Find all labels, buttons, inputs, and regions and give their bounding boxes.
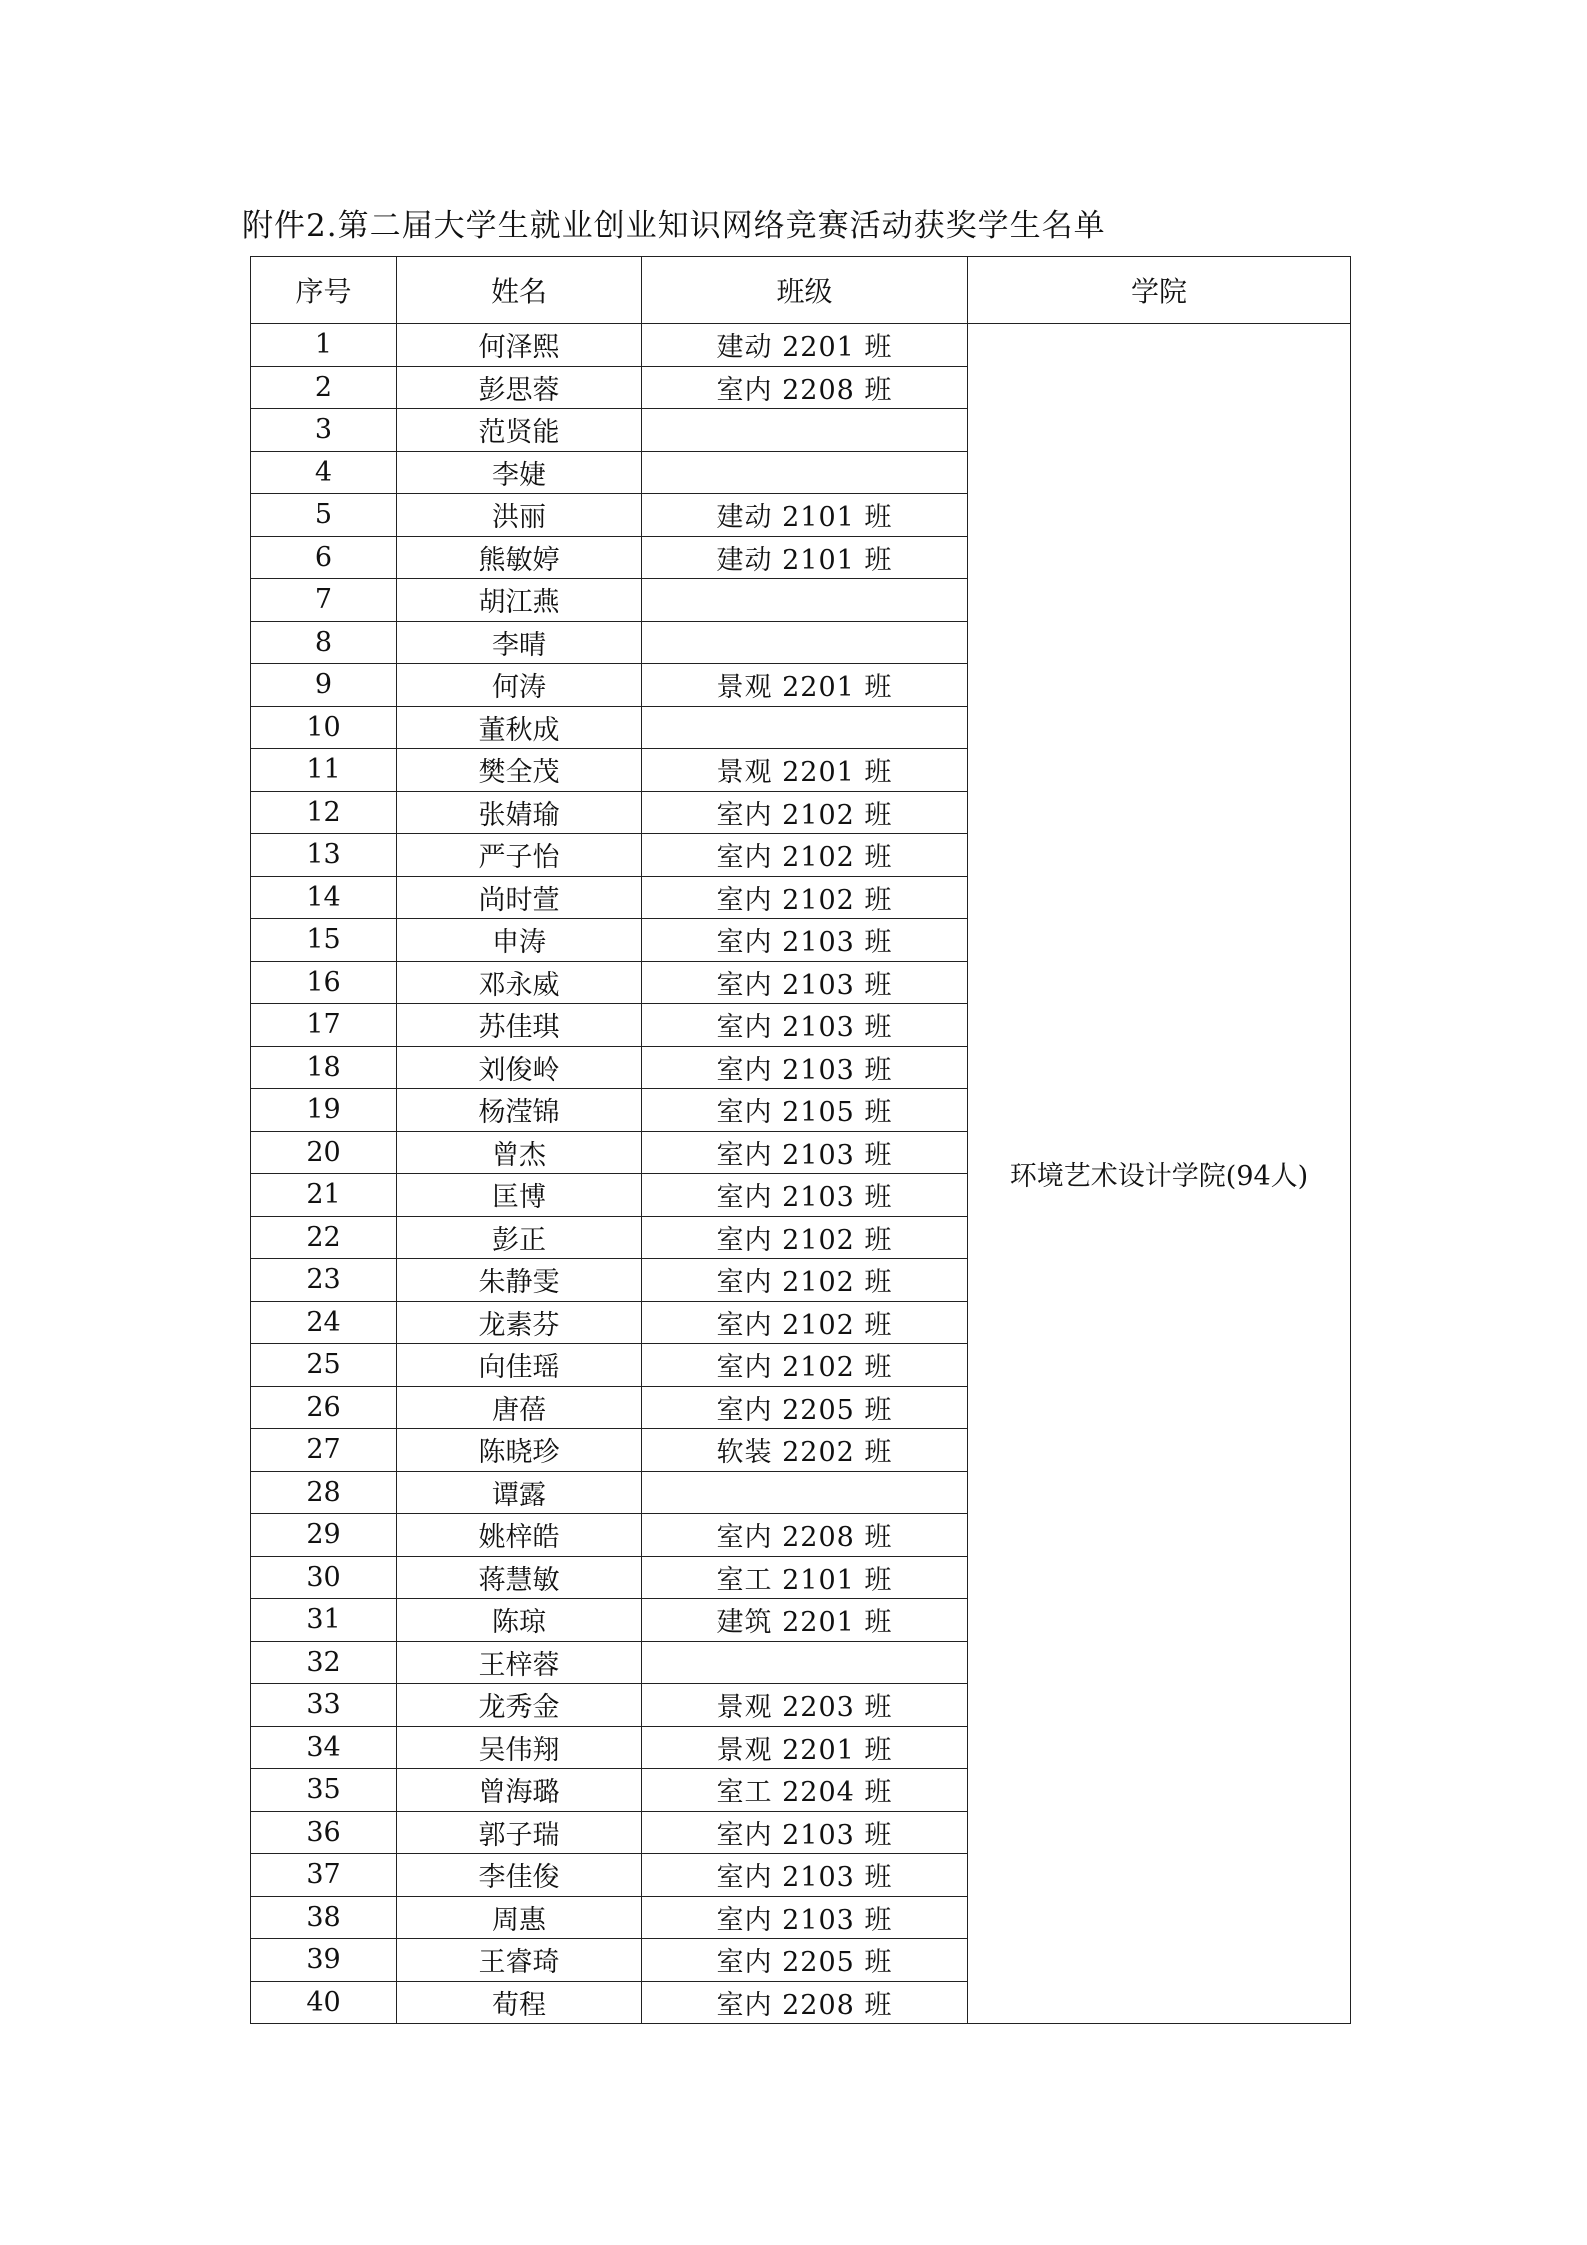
document-title: 附件2.第二届大学生就业创业知识网络竞赛活动获奖学生名单 bbox=[242, 208, 1106, 244]
row-name: 向佳瑶 bbox=[397, 1344, 642, 1387]
row-class: 景观 2201 班 bbox=[642, 1726, 968, 1769]
row-name: 谭露 bbox=[397, 1471, 642, 1514]
row-class: 软装 2202 班 bbox=[642, 1429, 968, 1472]
row-name: 李晴 bbox=[397, 621, 642, 664]
row-index: 4 bbox=[251, 451, 397, 494]
row-class: 室内 2208 班 bbox=[642, 366, 968, 409]
row-class: 建动 2101 班 bbox=[642, 494, 968, 537]
row-index: 28 bbox=[251, 1471, 397, 1514]
row-class: 室内 2102 班 bbox=[642, 1344, 968, 1387]
row-index: 5 bbox=[251, 494, 397, 537]
college-cell: 环境艺术设计学院(94人) bbox=[968, 324, 1351, 2024]
row-class: 室内 2102 班 bbox=[642, 1259, 968, 1302]
header-college: 学院 bbox=[968, 257, 1351, 324]
row-name: 龙秀金 bbox=[397, 1684, 642, 1727]
row-class: 室内 2102 班 bbox=[642, 1216, 968, 1259]
row-class bbox=[642, 621, 968, 664]
row-class: 室内 2103 班 bbox=[642, 1131, 968, 1174]
row-class: 室内 2102 班 bbox=[642, 834, 968, 877]
row-class: 建动 2101 班 bbox=[642, 536, 968, 579]
row-name: 匡博 bbox=[397, 1174, 642, 1217]
row-index: 21 bbox=[251, 1174, 397, 1217]
row-class: 景观 2201 班 bbox=[642, 664, 968, 707]
row-name: 何泽熙 bbox=[397, 324, 642, 367]
row-class: 室内 2208 班 bbox=[642, 1981, 968, 2024]
row-index: 19 bbox=[251, 1089, 397, 1132]
row-class bbox=[642, 451, 968, 494]
row-name: 彭正 bbox=[397, 1216, 642, 1259]
row-name: 吴伟翔 bbox=[397, 1726, 642, 1769]
row-class: 室工 2101 班 bbox=[642, 1556, 968, 1599]
row-index: 32 bbox=[251, 1641, 397, 1684]
row-index: 8 bbox=[251, 621, 397, 664]
row-index: 37 bbox=[251, 1854, 397, 1897]
row-class: 室内 2102 班 bbox=[642, 876, 968, 919]
row-class bbox=[642, 1471, 968, 1514]
awardee-table bbox=[250, 256, 1351, 2024]
row-index: 18 bbox=[251, 1046, 397, 1089]
row-index: 27 bbox=[251, 1429, 397, 1472]
row-index: 9 bbox=[251, 664, 397, 707]
row-index: 12 bbox=[251, 791, 397, 834]
row-name: 申涛 bbox=[397, 919, 642, 962]
row-class bbox=[642, 1641, 968, 1684]
row-name: 彭思蓉 bbox=[397, 366, 642, 409]
row-class bbox=[642, 706, 968, 749]
row-name: 苏佳琪 bbox=[397, 1004, 642, 1047]
row-index: 17 bbox=[251, 1004, 397, 1047]
row-name: 曾海璐 bbox=[397, 1769, 642, 1812]
row-class: 室内 2103 班 bbox=[642, 1854, 968, 1897]
row-name: 王梓蓉 bbox=[397, 1641, 642, 1684]
row-name: 朱静雯 bbox=[397, 1259, 642, 1302]
row-class: 室内 2105 班 bbox=[642, 1089, 968, 1132]
row-index: 2 bbox=[251, 366, 397, 409]
row-class bbox=[642, 579, 968, 622]
row-name: 范贤能 bbox=[397, 409, 642, 452]
row-class bbox=[642, 409, 968, 452]
row-index: 14 bbox=[251, 876, 397, 919]
row-class: 室内 2205 班 bbox=[642, 1386, 968, 1429]
row-index: 6 bbox=[251, 536, 397, 579]
row-class: 室内 2103 班 bbox=[642, 1046, 968, 1089]
row-index: 36 bbox=[251, 1811, 397, 1854]
row-index: 34 bbox=[251, 1726, 397, 1769]
row-class: 室工 2204 班 bbox=[642, 1769, 968, 1812]
row-class: 建动 2201 班 bbox=[642, 324, 968, 367]
row-name: 樊全茂 bbox=[397, 749, 642, 792]
row-index: 1 bbox=[251, 324, 397, 367]
row-index: 3 bbox=[251, 409, 397, 452]
row-index: 31 bbox=[251, 1599, 397, 1642]
row-index: 16 bbox=[251, 961, 397, 1004]
row-index: 30 bbox=[251, 1556, 397, 1599]
row-index: 20 bbox=[251, 1131, 397, 1174]
row-index: 22 bbox=[251, 1216, 397, 1259]
row-index: 11 bbox=[251, 749, 397, 792]
row-name: 曾杰 bbox=[397, 1131, 642, 1174]
row-name: 龙素芬 bbox=[397, 1301, 642, 1344]
row-index: 40 bbox=[251, 1981, 397, 2024]
row-class: 景观 2203 班 bbox=[642, 1684, 968, 1727]
row-class: 室内 2208 班 bbox=[642, 1514, 968, 1557]
row-index: 13 bbox=[251, 834, 397, 877]
header-name: 姓名 bbox=[397, 257, 642, 324]
row-name: 董秋成 bbox=[397, 706, 642, 749]
table-header-row bbox=[251, 257, 1351, 324]
row-class: 室内 2103 班 bbox=[642, 919, 968, 962]
row-index: 38 bbox=[251, 1896, 397, 1939]
row-name: 陈琼 bbox=[397, 1599, 642, 1642]
row-class: 室内 2102 班 bbox=[642, 791, 968, 834]
row-class: 室内 2205 班 bbox=[642, 1939, 968, 1982]
row-name: 蒋慧敏 bbox=[397, 1556, 642, 1599]
row-name: 胡江燕 bbox=[397, 579, 642, 622]
row-name: 刘俊岭 bbox=[397, 1046, 642, 1089]
header-index: 序号 bbox=[251, 257, 397, 324]
header-class: 班级 bbox=[642, 257, 968, 324]
row-name: 陈晓珍 bbox=[397, 1429, 642, 1472]
row-name: 杨滢锦 bbox=[397, 1089, 642, 1132]
row-class: 室内 2103 班 bbox=[642, 961, 968, 1004]
row-index: 26 bbox=[251, 1386, 397, 1429]
row-class: 景观 2201 班 bbox=[642, 749, 968, 792]
row-name: 李婕 bbox=[397, 451, 642, 494]
row-class: 室内 2103 班 bbox=[642, 1811, 968, 1854]
row-name: 姚梓皓 bbox=[397, 1514, 642, 1557]
row-name: 李佳俊 bbox=[397, 1854, 642, 1897]
table-row bbox=[251, 324, 1351, 367]
row-class: 建筑 2201 班 bbox=[642, 1599, 968, 1642]
row-name: 王睿琦 bbox=[397, 1939, 642, 1982]
row-index: 35 bbox=[251, 1769, 397, 1812]
row-index: 39 bbox=[251, 1939, 397, 1982]
row-index: 7 bbox=[251, 579, 397, 622]
row-name: 唐蓓 bbox=[397, 1386, 642, 1429]
row-index: 15 bbox=[251, 919, 397, 962]
row-name: 郭子瑞 bbox=[397, 1811, 642, 1854]
row-name: 周惠 bbox=[397, 1896, 642, 1939]
table-body bbox=[251, 324, 1351, 2024]
row-class: 室内 2103 班 bbox=[642, 1004, 968, 1047]
row-name: 洪丽 bbox=[397, 494, 642, 537]
row-class: 室内 2102 班 bbox=[642, 1301, 968, 1344]
row-name: 熊敏婷 bbox=[397, 536, 642, 579]
row-name: 张婧瑜 bbox=[397, 791, 642, 834]
row-name: 严子怡 bbox=[397, 834, 642, 877]
row-name: 何涛 bbox=[397, 664, 642, 707]
row-name: 邓永威 bbox=[397, 961, 642, 1004]
row-index: 25 bbox=[251, 1344, 397, 1387]
row-index: 10 bbox=[251, 706, 397, 749]
row-index: 24 bbox=[251, 1301, 397, 1344]
row-name: 荀程 bbox=[397, 1981, 642, 2024]
row-name: 尚时萱 bbox=[397, 876, 642, 919]
row-index: 23 bbox=[251, 1259, 397, 1302]
row-index: 29 bbox=[251, 1514, 397, 1557]
row-index: 33 bbox=[251, 1684, 397, 1727]
row-class: 室内 2103 班 bbox=[642, 1896, 968, 1939]
row-class: 室内 2103 班 bbox=[642, 1174, 968, 1217]
